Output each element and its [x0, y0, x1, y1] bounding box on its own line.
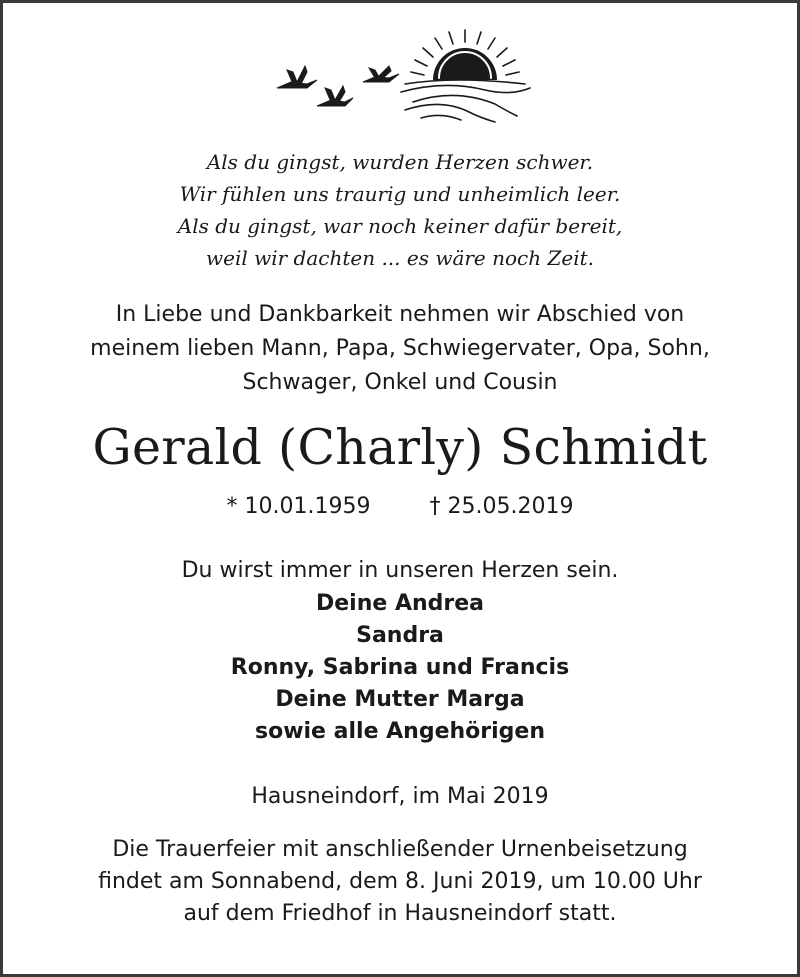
signature-line: sowie alle Angehörigen — [254, 719, 546, 744]
life-dates — [0, 492, 800, 522]
intro-line: meinem lieben Mann, Papa, Schwiegervater, Opa, Sohn, — [90, 336, 710, 361]
signature-line: Ronny, Sabrina und Francis — [230, 655, 570, 680]
poem-line: Als du gingst, wurden Herzen schwer. — [206, 150, 594, 174]
death-date: † 25.05.2019 — [429, 494, 574, 519]
signature-line: Sandra — [356, 623, 444, 648]
poem-line: Wir fühlen uns traurig und unheimlich leer. — [179, 182, 621, 206]
birds-flying-icon — [277, 66, 399, 106]
intro-line: In Liebe und Dankbarkeit nehmen wir Abschied von — [115, 302, 685, 327]
ceremony-info — [0, 834, 800, 930]
farewell-line: Du wirst immer in unseren Herzen sein. — [181, 558, 619, 583]
intro-line: Schwager, Onkel und Cousin — [242, 370, 558, 395]
poem-line: Als du gingst, war noch keiner dafür bereit, — [177, 214, 623, 238]
ceremony-line: findet am Sonnabend, dem 8. Juni 2019, um 10.00 Uhr — [98, 869, 702, 894]
poem-line: weil wir dachten ... es wäre noch Zeit. — [205, 246, 595, 270]
birds-and-sunset-illustration — [255, 28, 545, 128]
signature-line: Deine Mutter Marga — [275, 687, 525, 712]
signature-line: Deine Andrea — [315, 591, 485, 616]
signatures — [0, 588, 800, 748]
place-and-date: Hausneindorf, im Mai 2019 — [251, 784, 549, 809]
birth-date: * 10.01.1959 — [226, 494, 371, 519]
deceased-name: Gerald (Charly) Schmidt — [92, 419, 708, 476]
rising-sun-icon — [401, 30, 530, 122]
ceremony-line: Die Trauerfeier mit anschließender Urnenbeisetzung — [112, 837, 688, 862]
poem — [0, 146, 800, 274]
ceremony-line: auf dem Friedhof in Hausneindorf statt. — [183, 901, 617, 926]
intro-text — [0, 298, 800, 400]
